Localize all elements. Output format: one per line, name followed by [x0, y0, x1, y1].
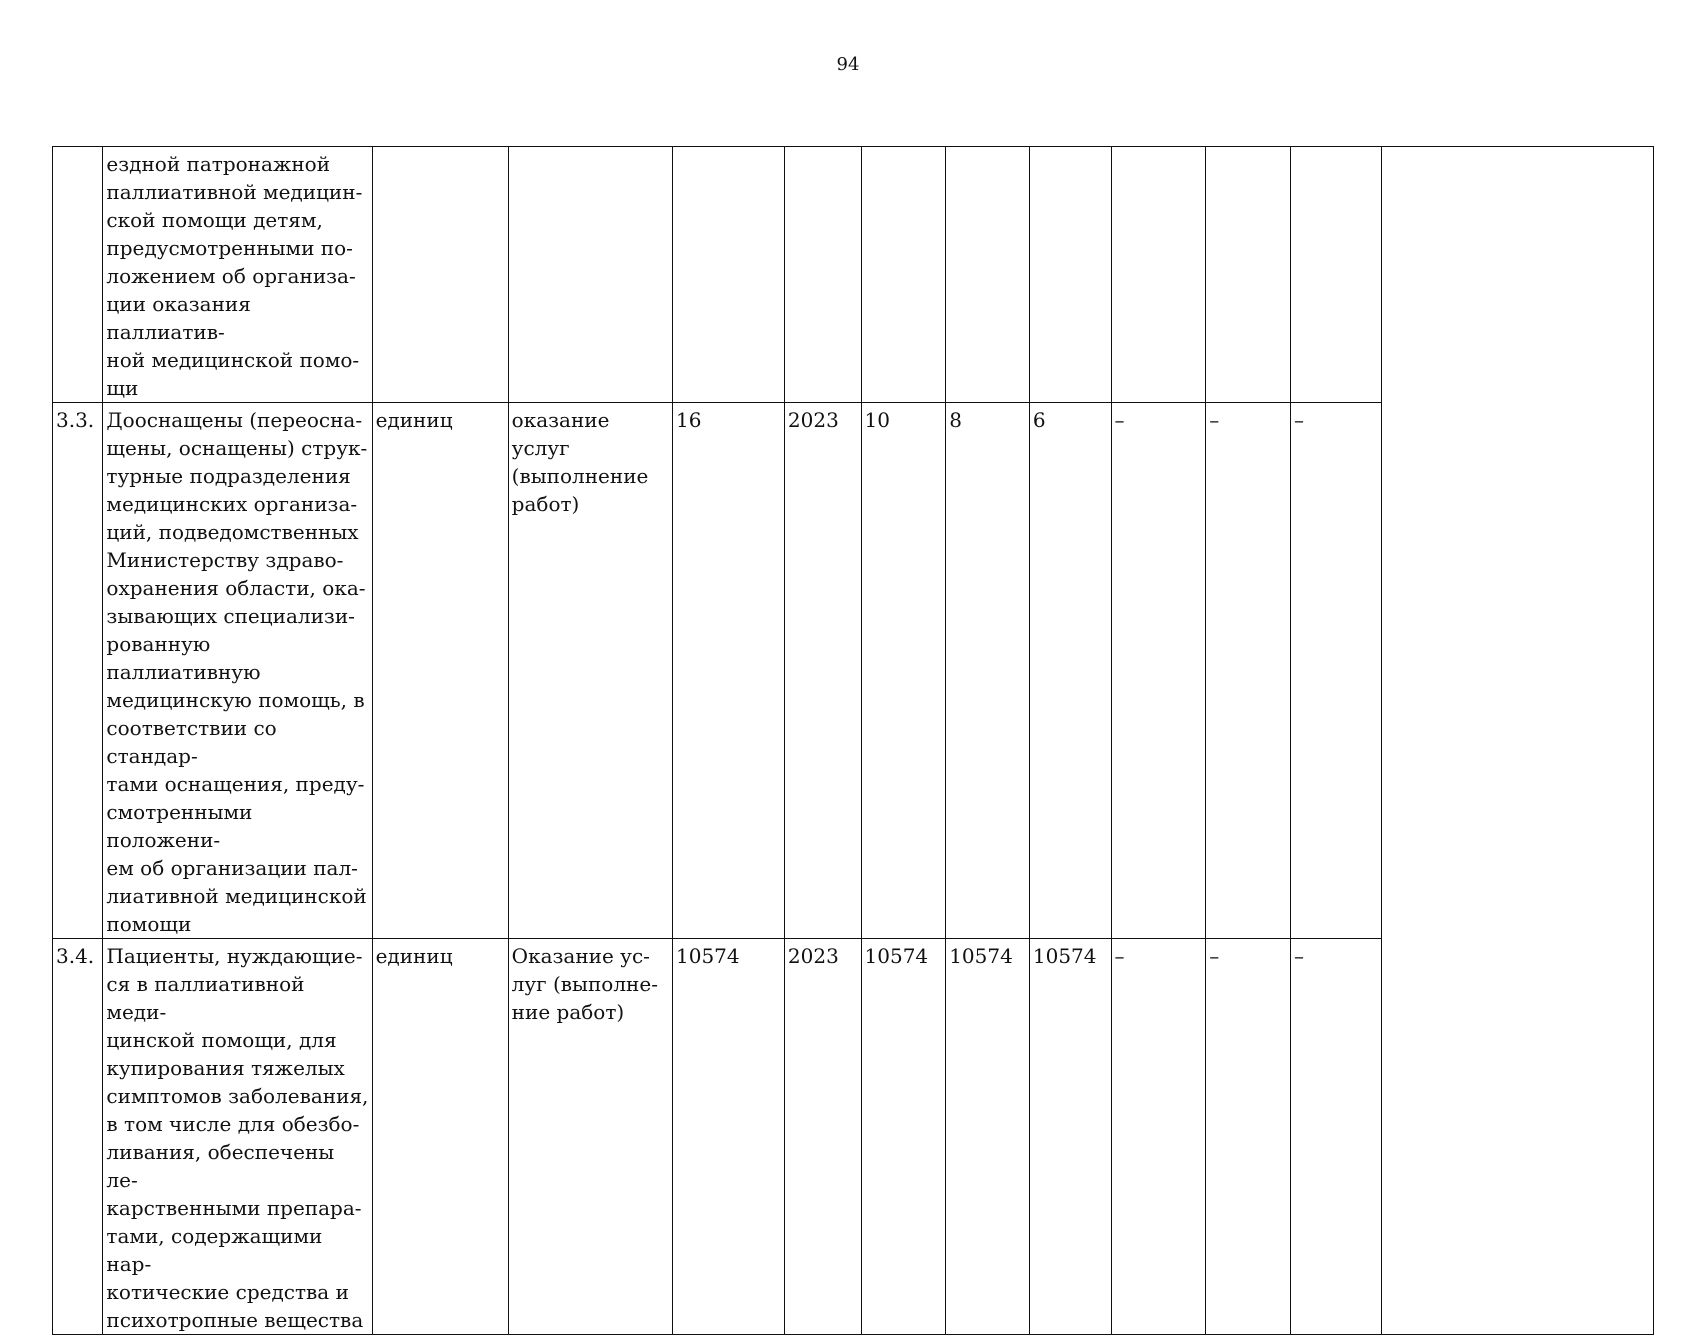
row-value: 10574 — [673, 939, 785, 1335]
row-unit: единиц — [372, 939, 508, 1335]
row-y4: – — [1111, 403, 1206, 939]
row-y5: – — [1206, 403, 1291, 939]
row-number — [53, 147, 103, 403]
row-y1: 10574 — [861, 939, 946, 1335]
row-y1 — [861, 147, 946, 403]
row-y2 — [946, 147, 1030, 403]
row-y6 — [1290, 147, 1381, 403]
row-year — [784, 147, 861, 403]
row-y5: – — [1206, 939, 1291, 1335]
row-y2: 8 — [946, 403, 1030, 939]
row-y6: – — [1290, 939, 1381, 1335]
row-number: 3.4. — [53, 939, 103, 1335]
page-number: 94 — [836, 54, 860, 75]
row-type: Оказание ус- луг (выполне- ние работ) — [508, 939, 672, 1335]
row-description: ездной патронажной паллиативной медицин- ской помощи детям, предусмотренными по- ложением об организа- ции оказания паллиатив- ной медицинской помо- щи — [103, 147, 372, 403]
row-y3 — [1029, 147, 1111, 403]
merged-empty-column — [1381, 147, 1653, 1335]
row-type — [508, 147, 672, 403]
row-description: Пациенты, нуждающие- ся в паллиативной меди- цинской помощи, для купирования тяжелых симптомов заболевания, в том числе для обезбо- ливания, обеспечены ле- карственными препара- тами, содержащими нар- котические средства и психотропные вещества — [103, 939, 372, 1335]
table-row — [53, 147, 1654, 403]
row-y2: 10574 — [946, 939, 1030, 1335]
row-year: 2023 — [784, 403, 861, 939]
row-unit: единиц — [372, 403, 508, 939]
row-value — [673, 147, 785, 403]
row-value: 16 — [673, 403, 785, 939]
row-y4 — [1111, 147, 1206, 403]
document-table — [52, 146, 1654, 1335]
row-y4: – — [1111, 939, 1206, 1335]
row-y5 — [1206, 147, 1291, 403]
row-description: Дооснащены (переосна- щены, оснащены) струк- турные подразделения медицинских организа- ций, подведомственных Министерству здраво- охранения области, ока- зывающих специализи- рованную паллиативную медицинскую помощь, в соответствии со стандар- тами оснащения, преду- смотренными положени- ем об организации пал- лиативной медицинской помощи — [103, 403, 372, 939]
row-number: 3.3. — [53, 403, 103, 939]
row-y1: 10 — [861, 403, 946, 939]
row-y6: – — [1290, 403, 1381, 939]
row-year: 2023 — [784, 939, 861, 1335]
row-type: оказание услуг (выполнение работ) — [508, 403, 672, 939]
row-y3: 10574 — [1029, 939, 1111, 1335]
row-unit — [372, 147, 508, 403]
row-y3: 6 — [1029, 403, 1111, 939]
